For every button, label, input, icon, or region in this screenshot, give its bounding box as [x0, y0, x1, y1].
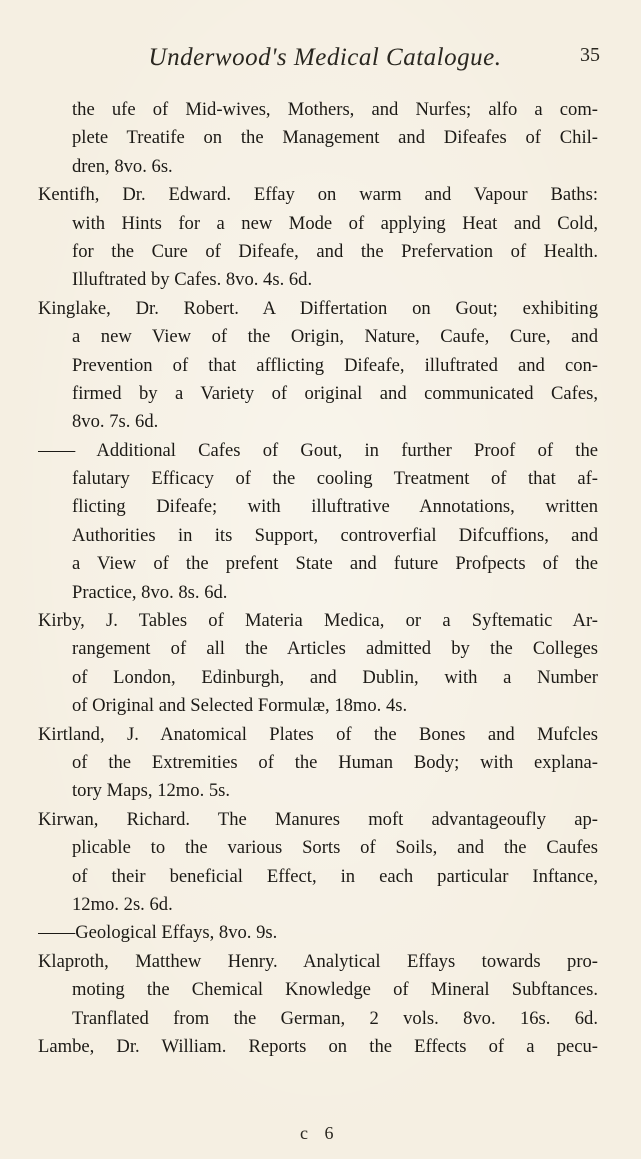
text-line: Prevention of that afflicting Difeafe, illuftrated and con-	[72, 354, 598, 376]
text-line: Illuftrated by Cafes. 8vo. 4s. 6d.	[72, 269, 313, 291]
text-line: of London, Edinburgh, and Dublin, with a Number	[72, 666, 598, 688]
text-line: Kentifh, Dr. Edward. Effay on warm and Vapour Baths:	[38, 184, 598, 206]
text-line: 12mo. 2s. 6d.	[72, 893, 173, 915]
text-line: Tranflated from the German, 2 vols. 8vo. 16s. 6d.	[72, 1007, 598, 1029]
text-line: Practice, 8vo. 8s. 6d.	[72, 581, 228, 603]
text-line: a new View of the Origin, Nature, Caufe, Cure, and	[72, 326, 598, 348]
text-line: the ufe of Mid-wives, Mothers, and Nurfes; alfo a com-	[72, 99, 598, 120]
text-line: tory Maps, 12mo. 5s.	[72, 780, 231, 802]
text-line: of the Extremities of the Human Body; with explana-	[72, 751, 598, 773]
text-line: a View of the prefent State and future Profpects of the	[72, 553, 598, 575]
text-line: Authorities in its Support, controverfial Difcuffions, and	[72, 524, 598, 546]
text-line: Kinglake, Dr. Robert. A Differtation on Gout; exhibiting	[38, 297, 598, 319]
text-line: Kirtland, J. Anatomical Plates of the Bones and Mufcles	[38, 723, 598, 745]
text-line: ——Geological Effays, 8vo. 9s.	[38, 922, 278, 944]
text-line: Kirwan, Richard. The Manures moft advantageoufly ap-	[38, 808, 598, 830]
text-line: for the Cure of Difeafe, and the Prefervation of Health.	[72, 240, 598, 262]
text-line: with Hints for a new Mode of applying Heat and Cold,	[72, 212, 598, 234]
text-line: rangement of all the Articles admitted by the Colleges	[72, 638, 598, 660]
text-line: falutary Efficacy of the cooling Treatment of that af-	[72, 468, 598, 490]
signature-mark: c 6	[300, 1123, 340, 1143]
text-line: moting the Chemical Knowledge of Mineral Subftances.	[72, 979, 598, 1001]
running-title: Underwood's Medical Catalogue.	[148, 44, 502, 71]
text-line: 8vo. 7s. 6d.	[72, 411, 159, 433]
text-line: —— Additional Cafes of Gout, in further Proof of the	[38, 439, 598, 461]
text-line: Klaproth, Matthew Henry. Analytical Effays towards pro-	[38, 950, 598, 972]
text-line: dren, 8vo. 6s.	[72, 155, 173, 177]
catalogue-entries	[38, 96, 598, 1061]
page-number: 35	[580, 44, 600, 66]
text-line: Kirby, J. Tables of Materia Medica, or a Syftematic Ar-	[38, 610, 598, 632]
text-line: Lambe, Dr. William. Reports on the Effects of a pecu-	[38, 1035, 598, 1057]
text-line: flicting Difeafe; with illuftrative Annotations, written	[72, 496, 598, 518]
page-header	[0, 44, 641, 84]
text-line: plete Treatife on the Management and Difeafes of Chil-	[72, 127, 598, 149]
text-line: plicable to the various Sorts of Soils, and the Caufes	[72, 837, 598, 859]
text-line: firmed by a Variety of original and communicated Cafes,	[72, 382, 598, 404]
text-line: of their beneficial Effect, in each particular Inftance,	[72, 865, 598, 887]
text-line: of Original and Selected Formulæ, 18mo. 4s.	[72, 695, 408, 717]
